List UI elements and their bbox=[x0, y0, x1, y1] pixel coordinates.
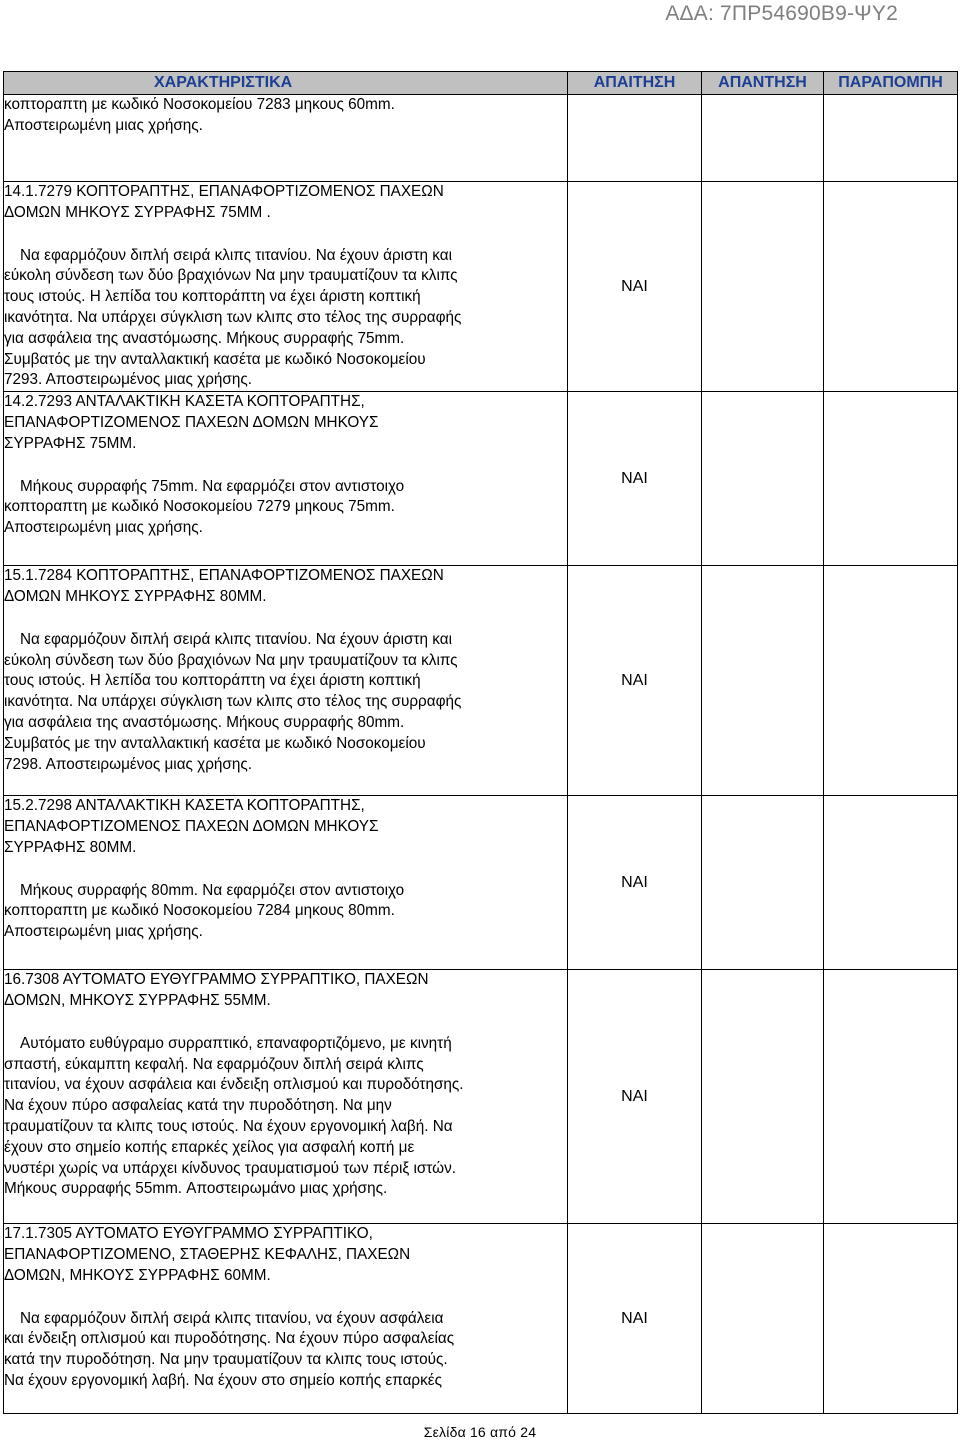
table-row bbox=[4, 392, 958, 566]
header-answer: ΑΠΑΝΤΗΣΗ bbox=[702, 72, 824, 95]
requirement-cell: ΝΑΙ bbox=[568, 1224, 702, 1414]
text-line: 7293. Αποστειρωμένος μιας χρήσης. bbox=[4, 371, 252, 389]
description-cell bbox=[4, 566, 568, 796]
item-title: ΔΟΜΩΝ ΜΗΚΟΥΣ ΣΥΡΡΑΦΗΣ 75ΜΜ . bbox=[4, 203, 271, 221]
reference-cell bbox=[824, 95, 958, 182]
description-cell bbox=[4, 182, 568, 392]
text-line: ικανότητα. Να υπάρχει σύγκλιση των κλιπς στο τέλος της συρραφής bbox=[4, 693, 462, 711]
requirement-cell: ΝΑΙ bbox=[568, 796, 702, 970]
answer-cell bbox=[702, 95, 824, 182]
text-line: εύκολη σύνδεση των δύο βραχιόνων Να μην τραυματίζουν τα κλιπς bbox=[4, 267, 458, 285]
item-title: ΔΟΜΩΝ ΜΗΚΟΥΣ ΣΥΡΡΑΦΗΣ 80ΜΜ. bbox=[4, 587, 267, 605]
answer-cell bbox=[702, 182, 824, 392]
item-title: 15.1.7284 ΚΟΠΤΟΡΑΠΤΗΣ, ΕΠΑΝΑΦΟΡΤΙΖΟΜΕΝΟΣ ΠΑΧΕΩΝ bbox=[4, 567, 444, 585]
item-title: 14.2.7293 ΑΝΤΑΛΑΚΤΙΚΗ ΚΑΣΕΤΑ ΚΟΠΤΟΡΑΠΤΗΣ, bbox=[4, 393, 365, 411]
table-row bbox=[4, 566, 958, 796]
text-line: ικανότητα. Να υπάρχει σύγκλιση των κλιπς στο τέλος της συρραφής bbox=[4, 308, 462, 326]
table-row bbox=[4, 796, 958, 970]
requirement-cell: ΝΑΙ bbox=[568, 970, 702, 1224]
text-line: σπαστή, εύκαμπτη κεφαλή. Να εφαρμόζουν διπλή σειρά κλιπς bbox=[4, 1055, 424, 1073]
description-cell bbox=[4, 970, 568, 1224]
table-row bbox=[4, 182, 958, 392]
header-characteristics: ΧΑΡΑΚΤΗΡΙΣΤΙΚΑ bbox=[4, 72, 568, 95]
item-title: ΕΠΑΝΑΦΟΡΤΙΖΟΜΕΝΟΣ ΠΑΧΕΩΝ ΔΟΜΩΝ ΜΗΚΟΥΣ bbox=[4, 413, 379, 431]
answer-cell bbox=[702, 796, 824, 970]
text-line: Να έχουν πύρο ασφαλείας κατά την πυροδότηση. Να μην bbox=[4, 1097, 392, 1115]
text-line: τιτανίου, να έχουν ασφάλεια και ένδειξη οπλισμού και πυροδότησης. bbox=[4, 1076, 464, 1094]
text-line: κοπτοραπτη με κωδικό Νοσοκομείου 7283 μηκους 60mm. bbox=[4, 96, 395, 113]
text-line: Μήκους συρραφής 55mm. Αποστειρωμάνο μιας χρήσης. bbox=[4, 1180, 388, 1198]
text-line: έχουν στο σημείο κοπής επαρκές χείλος για ασφαλή κοπή με bbox=[4, 1138, 415, 1156]
text-line: κοπτοραπτη με κωδικό Νοσοκομείου 7284 μηκους 80mm. bbox=[4, 902, 395, 920]
specifications-table bbox=[3, 71, 958, 1414]
text-line: Συμβατός με την ανταλλακτική κασέτα με κωδικό Νοσοκομείου bbox=[4, 350, 426, 368]
item-title: 14.1.7279 ΚΟΠΤΟΡΑΠΤΗΣ, ΕΠΑΝΑΦΟΡΤΙΖΟΜΕΝΟΣ ΠΑΧΕΩΝ bbox=[4, 183, 444, 200]
text-line: Να εφαρμόζουν διπλή σειρά κλιπς τιτανίου, να έχουν ασφάλεια bbox=[20, 1309, 444, 1327]
reference-cell bbox=[824, 182, 958, 392]
table-row bbox=[4, 1224, 958, 1414]
description-cell bbox=[4, 95, 568, 182]
text-line: για ασφάλεια της αναστόμωσης. Μήκους συρραφής 75mm. bbox=[4, 329, 405, 347]
reference-cell bbox=[824, 796, 958, 970]
text-line: Μήκους συρραφής 80mm. Να εφαρμόζει στον αντιστοιχο bbox=[20, 881, 405, 899]
text-line: Αποστειρωμένη μιας χρήσης. bbox=[4, 519, 203, 537]
item-title: 17.1.7305 ΑΥΤΟΜΑΤΟ ΕΥΘΥΓΡΑΜΜΟ ΣΥΡΡΑΠΤΙΚΟ, bbox=[4, 1225, 373, 1243]
item-title: ΣΥΡΡΑΦΗΣ 80ΜΜ. bbox=[4, 838, 137, 856]
text-line: Αποστειρωμένη μιας χρήσης. bbox=[4, 116, 203, 134]
reference-cell bbox=[824, 566, 958, 796]
item-title: ΕΠΑΝΑΦΟΡΤΙΖΟΜΕΝΟΣ ΠΑΧΕΩΝ ΔΟΜΩΝ ΜΗΚΟΥΣ bbox=[4, 817, 379, 835]
text-line: Αποστειρωμένη μιας χρήσης. bbox=[4, 923, 203, 941]
text-line: Μήκους συρραφής 75mm. Να εφαρμόζει στον αντιστοιχο bbox=[20, 477, 405, 495]
text-line: Συμβατός με την ανταλλακτική κασέτα με κωδικό Νοσοκομείου bbox=[4, 734, 426, 752]
requirement-cell: ΝΑΙ bbox=[568, 182, 702, 392]
text-line: τραυματίζουν τα κλιπς τους ιστούς. Να έχουν εργονομική λαβή. Να bbox=[4, 1117, 453, 1135]
description-cell bbox=[4, 796, 568, 970]
item-title: 15.2.7298 ΑΝΤΑΛΑΚΤΙΚΗ ΚΑΣΕΤΑ ΚΟΠΤΟΡΑΠΤΗΣ, bbox=[4, 797, 365, 815]
answer-cell bbox=[702, 1224, 824, 1414]
answer-cell bbox=[702, 970, 824, 1224]
text-line: Να εφαρμόζουν διπλή σειρά κλιπς τιτανίου. Να έχουν άριστη και bbox=[20, 246, 452, 264]
description-cell bbox=[4, 1224, 568, 1414]
item-title: 16.7308 ΑΥΤΟΜΑΤΟ ΕΥΘΥΓΡΑΜΜΟ ΣΥΡΡΑΠΤΙΚΟ, ΠΑΧΕΩΝ bbox=[4, 971, 429, 989]
header-requirement: ΑΠΑΙΤΗΣΗ bbox=[568, 72, 702, 95]
answer-cell bbox=[702, 566, 824, 796]
reference-cell bbox=[824, 1224, 958, 1414]
table-header-row bbox=[4, 72, 958, 95]
text-line: νυστέρι χωρίς να υπάρχει κίνδυνος τραυματισμού των πέριξ ιστών. bbox=[4, 1159, 456, 1177]
description-cell bbox=[4, 392, 568, 566]
reference-cell bbox=[824, 392, 958, 566]
item-title: ΔΟΜΩΝ, ΜΗΚΟΥΣ ΣΥΡΡΑΦΗΣ 60ΜΜ. bbox=[4, 1266, 271, 1284]
item-title: ΕΠΑΝΑΦΟΡΤΙΖΟΜΕΝΟ, ΣΤΑΘΕΡΗΣ ΚΕΦΑΛΗΣ, ΠΑΧΕΩΝ bbox=[4, 1245, 411, 1263]
text-line: Να έχουν εργονομική λαβή. Να έχουν στο σημείο κοπής επαρκές bbox=[4, 1371, 442, 1389]
text-line: για ασφάλεια της αναστόμωσης. Μήκους συρραφής 80mm. bbox=[4, 713, 405, 731]
text-line: τους ιστούς. Η λεπίδα του κοπτοράπτη να έχει άριστη κοπτική bbox=[4, 288, 421, 306]
ada-code: ΑΔΑ: 7ΠΡ54690Β9-ΨΥ2 bbox=[665, 2, 898, 25]
reference-cell bbox=[824, 970, 958, 1224]
requirement-cell bbox=[568, 95, 702, 182]
text-line: Να εφαρμόζουν διπλή σειρά κλιπς τιτανίου. Να έχουν άριστη και bbox=[20, 630, 452, 648]
text-line: Αυτόματο ευθύγραμο συρραπτικό, επαναφορτιζόμενο, με κινητή bbox=[20, 1034, 452, 1052]
text-line: τους ιστούς. Η λεπίδα του κοπτοράπτη να έχει άριστη κοπτική bbox=[4, 672, 421, 690]
item-title: ΣΥΡΡΑΦΗΣ 75ΜΜ. bbox=[4, 434, 137, 452]
text-line: 7298. Αποστειρωμένος μιας χρήσης. bbox=[4, 755, 252, 773]
header-reference: ΠΑΡΑΠΟΜΠΗ bbox=[824, 72, 958, 95]
text-line: κοπτοραπτη με κωδικό Νοσοκομείου 7279 μηκους 75mm. bbox=[4, 498, 395, 516]
text-line: εύκολη σύνδεση των δύο βραχιόνων Να μην τραυματίζουν τα κλιπς bbox=[4, 651, 458, 669]
table-row bbox=[4, 95, 958, 182]
table-row bbox=[4, 970, 958, 1224]
requirement-cell: ΝΑΙ bbox=[568, 566, 702, 796]
item-title: ΔΟΜΩΝ, ΜΗΚΟΥΣ ΣΥΡΡΑΦΗΣ 55ΜΜ. bbox=[4, 991, 271, 1009]
text-line: κατά την πυροδότηση. Να μην τραυματίζουν τα κλιπς τους ιστούς. bbox=[4, 1351, 448, 1369]
requirement-cell: ΝΑΙ bbox=[568, 392, 702, 566]
page-number: Σελίδα 16 από 24 bbox=[423, 1424, 537, 1440]
answer-cell bbox=[702, 392, 824, 566]
text-line: και ένδειξη οπλισμού και πυροδότησης. Να έχουν πύρο ασφαλείας bbox=[4, 1330, 455, 1348]
